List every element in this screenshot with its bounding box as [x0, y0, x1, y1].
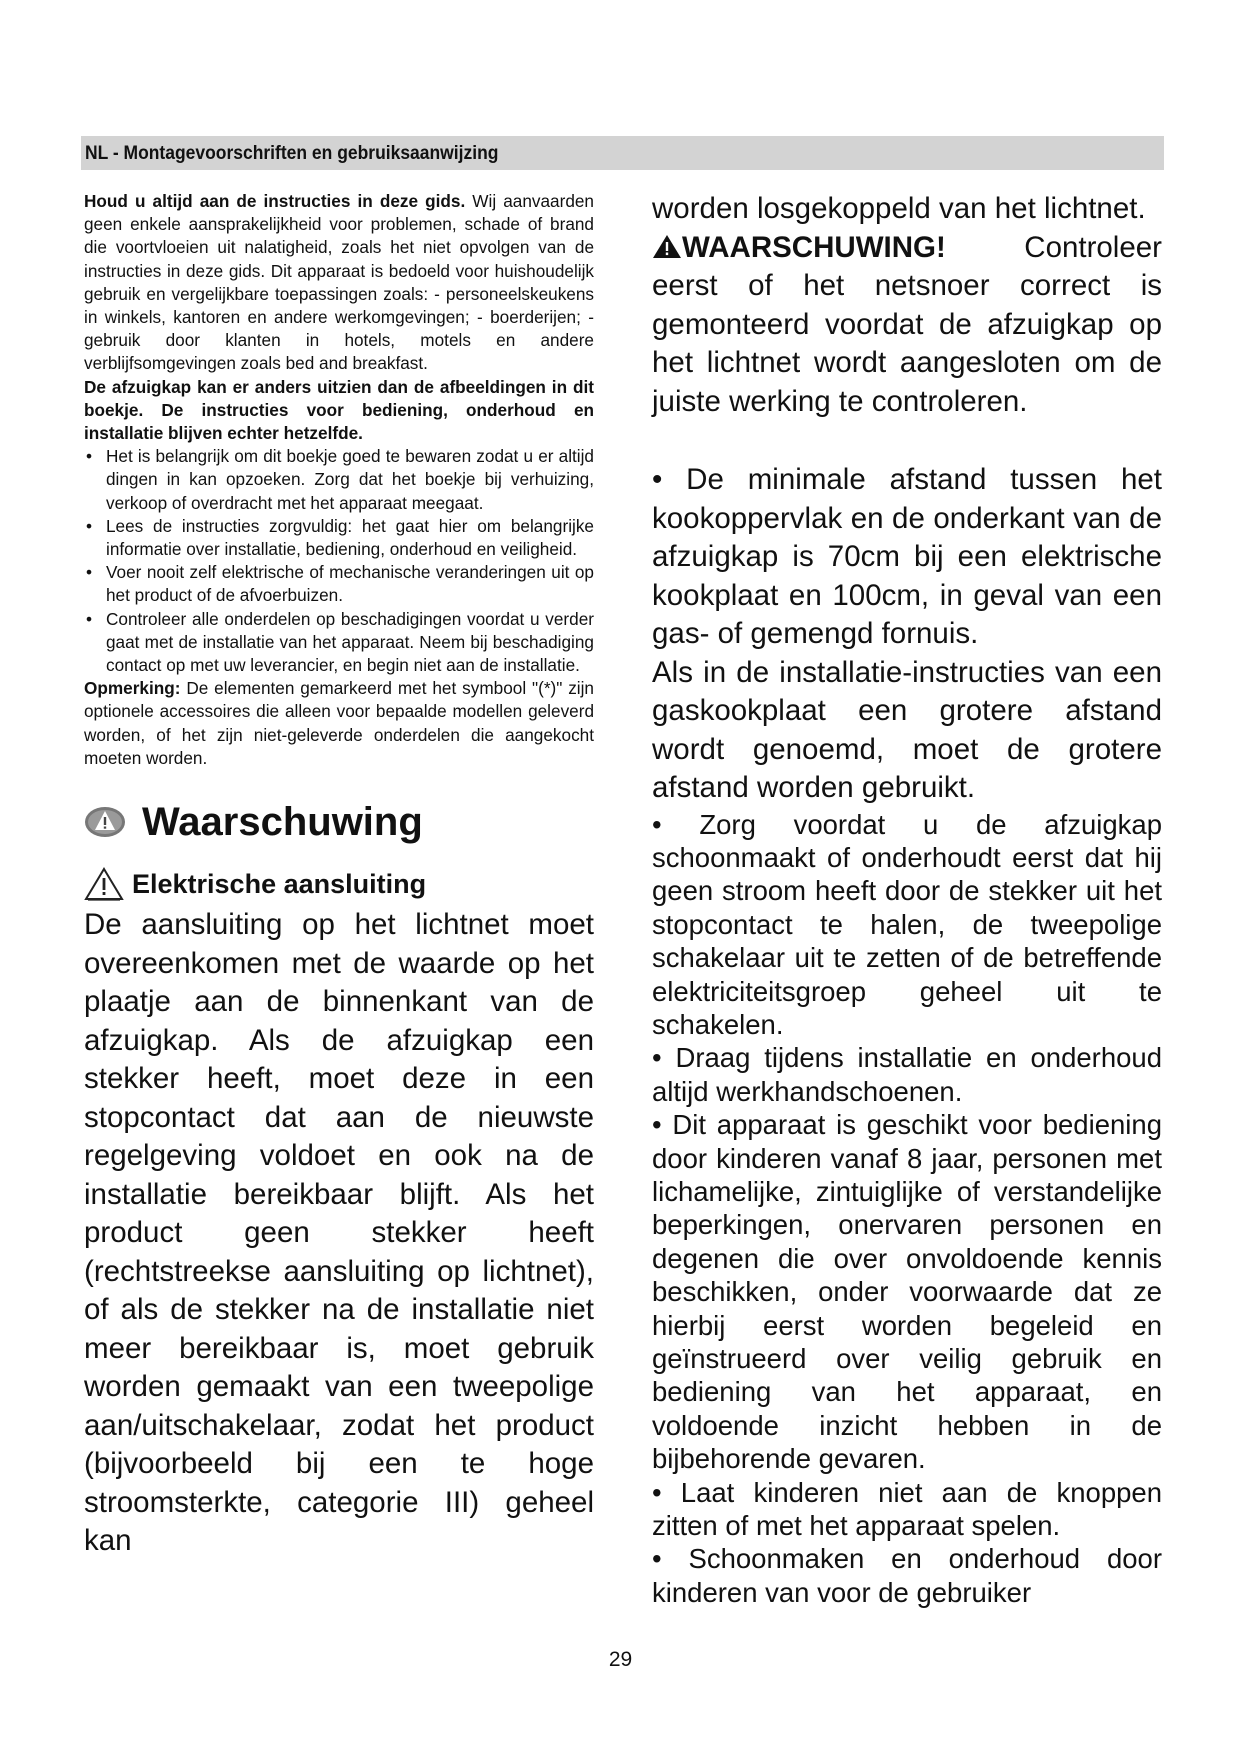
- electrical-title: Elektrische aansluiting: [132, 868, 427, 899]
- page-number: 29: [608, 1648, 633, 1671]
- warning-triangle-icon: [84, 867, 124, 901]
- warning-heading: [84, 792, 594, 852]
- list-item: • Schoonmaken en onderhoud door kinderen van voor de gebruiker: [652, 1543, 1162, 1608]
- remark-text: De elementen gemarkeerd met het symbool "(*)" zijn optionele accessoires die alleen voor bepaalde modellen geleverd worden, of het zijn niet-geleverde onderdelen die aangekocht moeten worden.: [84, 678, 594, 768]
- warning-small-icon: [652, 234, 682, 259]
- intro-bold: Houd u altijd aan de instructies in deze gids.: [84, 191, 466, 211]
- safety-list: [652, 808, 1162, 1610]
- intro-text: Wij aanvaarden geen enkele aansprakelijkheid voor problemen, schade of brand die voortvloeien uit nalatigheid, zoals het niet opvolgen van de instructies in deze gids. Dit apparaat is bedoeld voor huishoudelijk gebruik en vergelijkbare toepassingen zoals: - personeelskeukens in winkels, kantoren en andere werkomgevingen; - boerderijen; - gebruik door klanten in hotels, motels en andere verblijfsomgevingen zoals bed and breakfast.: [84, 191, 594, 374]
- list-item: • Voer nooit zelf elektrische of mechanische veranderingen uit op het product of de afvoerbuizen.: [84, 561, 594, 607]
- gas-text: Als in de installatie-instructies van een gaskookplaat een grotere afstand wordt genoemd, moet de grotere afstand worden gebruikt.: [652, 655, 1162, 804]
- warning-title: Waarschuwing: [142, 799, 423, 844]
- left-column: [84, 190, 594, 1561]
- right-column: [652, 190, 1162, 1609]
- appearance-note: [84, 376, 594, 446]
- instruction-list: [84, 445, 594, 677]
- continued-text: worden losgekoppeld van het lichtnet.: [652, 192, 1146, 225]
- electrical-heading: [84, 862, 594, 906]
- intro-paragraph: [84, 190, 594, 376]
- list-item: • Laat kinderen niet aan de knoppen zitten of met het apparaat spelen.: [652, 1476, 1162, 1542]
- continued-block: [652, 190, 1162, 808]
- distance-text: • De minimale afstand tussen het kookoppervlak en de onderkant van de afzuigkap is 70cm bij een elektrische kookplaat en 100cm, in geval van een gas- of gemengd fornuis.: [652, 463, 1162, 650]
- connection-block: [84, 906, 594, 1561]
- intro-block: [84, 190, 594, 770]
- warning-paragraph: [652, 229, 1162, 422]
- connection-text: De aansluiting op het lichtnet moet overeenkomen met de waarde op het plaatje aan de binnenkant van de afzuigkap. Als de afzuigkap een stekker heeft, moet deze in een stopcontact dat aan de nieuwste regelgeving voldoet en ook na de installatie bereikbaar blijft. Als het product geen stekker heeft (rechtstreekse aansluiting op lichtnet), of als de stekker na de installatie niet meer bereikbaar is, moet gebruik worden gemaakt van een tweepolige aan/uitschakelaar, zodat het product (bijvoorbeeld bij een te hoge stroomsterkte, categorie III) geheel kan: [84, 908, 594, 1558]
- section-header-title: NL - Montagevoorschriften en gebruiksaanwijzing: [85, 143, 499, 164]
- list-item: • Dit apparaat is geschikt voor bediening door kinderen vanaf 8 jaar, personen met lichamelijke, zintuiglijke of verstandelijke beperkingen, onervaren personen en degenen die over onvoldoende kennis beschikken, onder voorwaarde dat ze hierbij eerst worden begeleid en geïnstrueerd over veilig gebruik en bediening van het apparaat, en voldoende inzicht hebben in de bijbehorende gevaren.: [652, 1109, 1162, 1475]
- list-item: • Zorg voordat u de afzuigkap schoonmaakt of onderhoudt eerst dat hij geen stroom heeft door de stekker uit het stopcontact te halen, de tweepolige schakelaar uit te zetten of de betreffende elektriciteitsgroep geheel uit te schakelen.: [652, 808, 1162, 1040]
- warning-badge-icon: [84, 806, 126, 838]
- remark-label: Opmerking:: [84, 678, 181, 699]
- list-item: • Draag tijdens installatie en onderhoud altijd werkhandschoenen.: [652, 1042, 1162, 1107]
- list-item: • Het is belangrijk om dit boekje goed te bewaren zodat u er altijd dingen in kan opzoeken. Zorg dat het boekje bij verhuizing, verkoop of overdracht met het apparaat meegaat.: [84, 445, 594, 515]
- section-header: [81, 136, 1164, 170]
- remark-paragraph: [84, 677, 594, 770]
- warning-label: WAARSCHUWING!: [682, 230, 946, 264]
- appearance-note-text: De afzuigkap kan er anders uitzien dan de afbeeldingen in dit boekje. De instructies voor bediening, onderhoud en installatie blijven echter hetzelfde.: [84, 376, 594, 444]
- warning-text: Controleer eerst of het netsnoer correct is gemonteerd voordat de afzuigkap op het lichtnet wordt aangesloten om de juiste werking te controleren.: [652, 230, 1162, 418]
- list-item: • Controleer alle onderdelen op beschadigingen voordat u verder gaat met de installatie van het apparaat. Neem bij beschadiging contact op met uw leverancier, en begin niet aan de installatie.: [84, 608, 594, 678]
- list-item: • Lees de instructies zorgvuldig: het gaat hier om belangrijke informatie over installatie, bediening, onderhoud en veiligheid.: [84, 515, 594, 561]
